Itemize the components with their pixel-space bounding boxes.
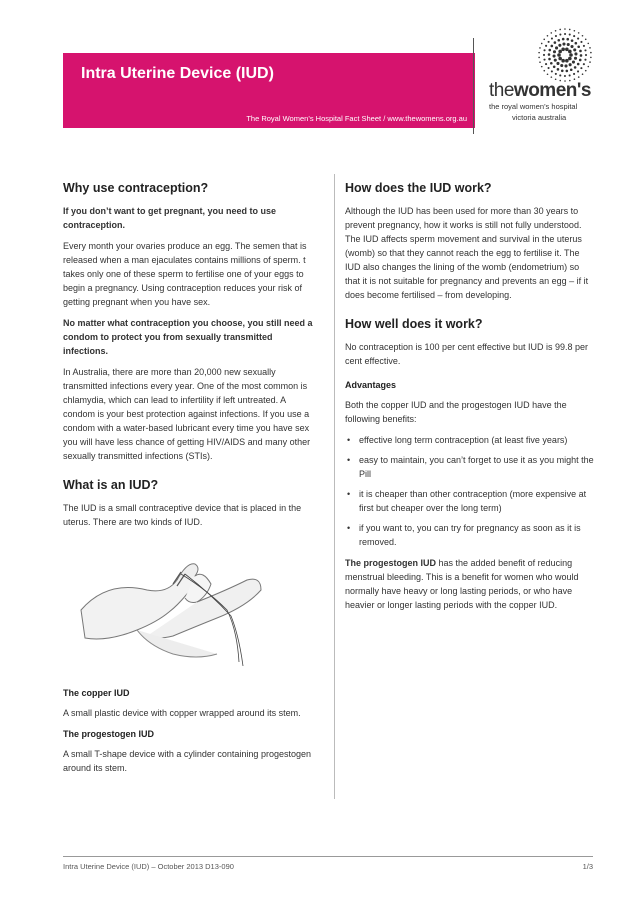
header-banner	[63, 53, 475, 128]
well-paragraph: No contraception is 100 per cent effective but IUD is 99.8 per cent effective.	[345, 342, 588, 366]
list-item: • effective long term contraception (at least five years)	[357, 433, 595, 447]
page-subtitle: The Royal Women’s Hospital Fact Sheet / www.thewomens.org.au	[246, 114, 467, 123]
advantages-list	[345, 433, 595, 549]
left-column	[63, 180, 315, 782]
what-paragraph: The IUD is a small contraceptive device that is placed in the uterus. There are two kinds of IUD.	[63, 503, 302, 527]
copper-iud-heading: The copper IUD	[63, 688, 130, 698]
footer-document-info: Intra Uterine Device (IUD) – October 2013 D13-090	[63, 862, 234, 871]
why-heading: Why use contraception?	[63, 181, 209, 195]
progestogen-iud-heading: The progestogen IUD	[63, 729, 155, 739]
why-paragraph-2: In Australia, there are more than 20,000 new sexually transmitted infections every year. One of the most common is chlamydia, which can lead to infertility if left untreated. A condom is your best protection against infections. If you use a condom with a water-based lubricant every time you have sex you will have less chance of getting HIV/AIDS and many other sexually transmitted infections (STIs).	[63, 367, 311, 461]
footer-divider	[63, 856, 593, 857]
advantages-intro: Both the copper IUD and the progestogen IUD have the following benefits:	[345, 400, 567, 424]
progestogen-benefit	[345, 556, 595, 612]
why-condom-note: No matter what contraception you choose, you still need a condom to protect you from sexually transmitted infections.	[63, 318, 313, 356]
hand-holding-iud-illustration	[77, 550, 263, 668]
well-heading: How well does it work?	[345, 317, 483, 331]
list-item: • if you want to, you can try for pregnancy as soon as it is removed.	[357, 521, 595, 549]
progestogen-benefit-bold: The progestogen IUD	[345, 558, 437, 568]
progestogen-benefit-text: has the added benefit of reducing menstrual bleeding. This is a benefit for women who would normally have heavy or long lasting periods, or who have heavier or longer lasting periods with the copper IUD.	[345, 558, 579, 610]
page-title: Intra Uterine Device (IUD)	[81, 65, 274, 82]
how-heading: How does the IUD work?	[345, 181, 492, 195]
logo-divider	[473, 38, 474, 134]
logo-tagline-1: the royal women’s hospital	[489, 102, 578, 111]
column-divider	[334, 174, 335, 799]
list-item: • it is cheaper than other contraception (more expensive at first but cheaper over the long term)	[357, 487, 595, 515]
sunburst-dots-icon	[538, 28, 592, 82]
what-heading: What is an IUD?	[63, 478, 159, 492]
logo-wordmark: thewomen's	[489, 80, 591, 101]
how-paragraph: Although the IUD has been used for more than 30 years to prevent pregnancy, how it works is still not fully understood. The IUD affects sperm movement and survival in the uterus (womb) so that they cannot reach the egg to fertilise it. The IUD also changes the lining of the womb (endometrium) so that it is not suitable for pregnancy and prevents an egg – if it does become fertilised – from developing.	[345, 206, 589, 300]
why-lead: If you don’t want to get pregnant, you need to use contraception.	[63, 206, 276, 230]
list-item: • easy to maintain, you can’t forget to use it as you might the Pill	[357, 453, 595, 481]
progestogen-iud-paragraph: A small T-shape device with a cylinder containing progestogen around its stem.	[63, 749, 311, 773]
right-column	[345, 180, 595, 619]
advantages-heading: Advantages	[345, 380, 397, 390]
copper-iud-paragraph: A small plastic device with copper wrapped around its stem.	[63, 708, 301, 718]
why-paragraph-1: Every month your ovaries produce an egg. The semen that is released when a man ejaculates contains millions of sperm. t takes only one of these sperm to fertilise one of your eggs to begin a pregnancy. Using contraception reduces your risk of getting pregnant when you have sex.	[63, 241, 307, 307]
logo-tagline-2: victoria australia	[512, 113, 567, 122]
page-number: 1/3	[582, 862, 593, 871]
